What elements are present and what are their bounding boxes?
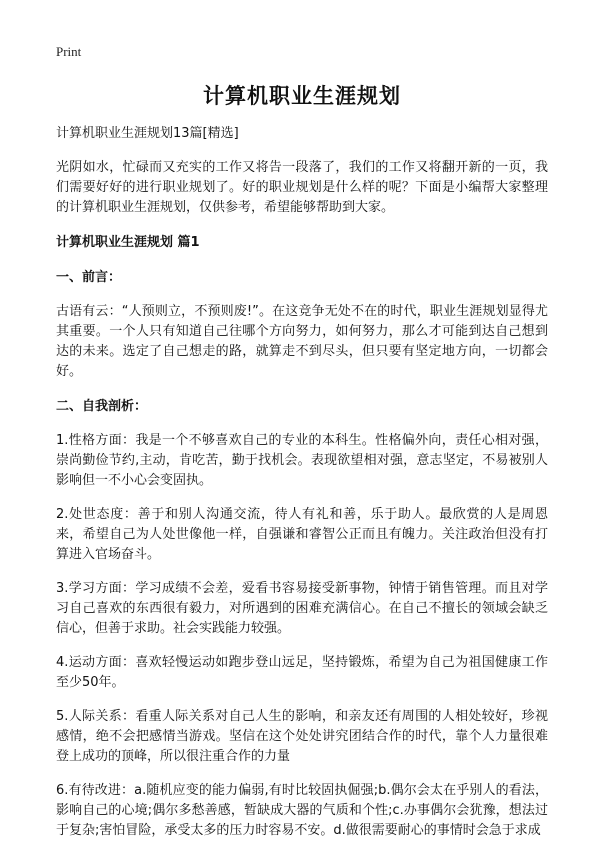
self-analysis-attitude: 2.处世态度：善于和别人沟通交流，待人有礼和善，乐于助人。最欣赏的人是周恩来，希望自己为人处世像他一样，自强谦和睿智公正而且有魄力。关注政治但没有打算进入官场奋斗。 bbox=[56, 507, 548, 562]
self-analysis-relationships: 5.人际关系：看重人际关系对自己人生的影响，和亲友还有周围的人相处较好，珍视感情，绝不会把感情当游戏。坚信在这个处处讲究团结合作的时代，靠个人力量很难登上成功的顶峰，所以很注重合作的力量 bbox=[56, 709, 548, 764]
self-analysis-personality: 1.性格方面：我是一个不够喜欢自己的专业的本科生。性格偏外向，责任心相对强，崇尚勤俭节约,主动，肯吃苦，勤于找机会。表现欲望相对强，意志坚定，不易被别人影响但一不小心会变固执。 bbox=[56, 433, 548, 488]
page-title: 计算机职业生涯规划 bbox=[203, 84, 401, 108]
document-page bbox=[56, 44, 548, 841]
self-analysis-improvements: 6.有待改进：a.随机应变的能力偏弱,有时比较固执倔强;b.偶尔会太在乎别人的看法，影响自己的心境;偶尔多愁善感，暂缺成大器的气质和个性;c.办事偶尔会犹豫，想法过于复杂;害怕冒险，承受太多的压力时容易不安。d.做很需要耐心的事情时会急于求成 bbox=[56, 783, 548, 838]
print-link[interactable]: Print bbox=[56, 44, 82, 59]
section-title: 计算机职业生涯规划 篇1 bbox=[56, 235, 200, 250]
self-analysis-sports: 4.运动方面：喜欢轻慢运动如跑步登山远足，坚持锻炼，希望为自己为祖国健康工作至少50年。 bbox=[56, 655, 548, 690]
self-analysis-study: 3.学习方面：学习成绩不会差，爱看书容易接受新事物，钟情于销售管理。而且对学习自己喜欢的东西很有毅力，对所遇到的困难充满信心。在自己不擅长的领域会缺乏信心，但善于求助。社会实践能力较强。 bbox=[56, 581, 548, 636]
section-heading-self-analysis: 二、自我剖析： bbox=[56, 399, 148, 414]
document-subtitle: 计算机职业生涯规划13篇[精选] bbox=[56, 126, 239, 141]
section-heading-preface: 一、前言： bbox=[56, 270, 122, 285]
preface-paragraph: 古语有云：“人预则立，不预则废!”。在这竞争无处不在的时代，职业生涯规划显得尤其重要。一个人只有知道自己往哪个方向努力，如何努力，那么才可能到达自己想到达的未来。选定了自己想走的路，就算走不到尽头，但只要有坚定地方向，一切都会好。 bbox=[56, 304, 548, 379]
intro-paragraph: 光阴如水，忙碌而又充实的工作又将告一段落了，我们的工作又将翻开新的一页，我们需要好好的进行职业规划了。好的职业规划是什么样的呢？下面是小编帮大家整理的计算机职业生涯规划，仅供参考，希望能够帮助到大家。 bbox=[56, 160, 548, 215]
